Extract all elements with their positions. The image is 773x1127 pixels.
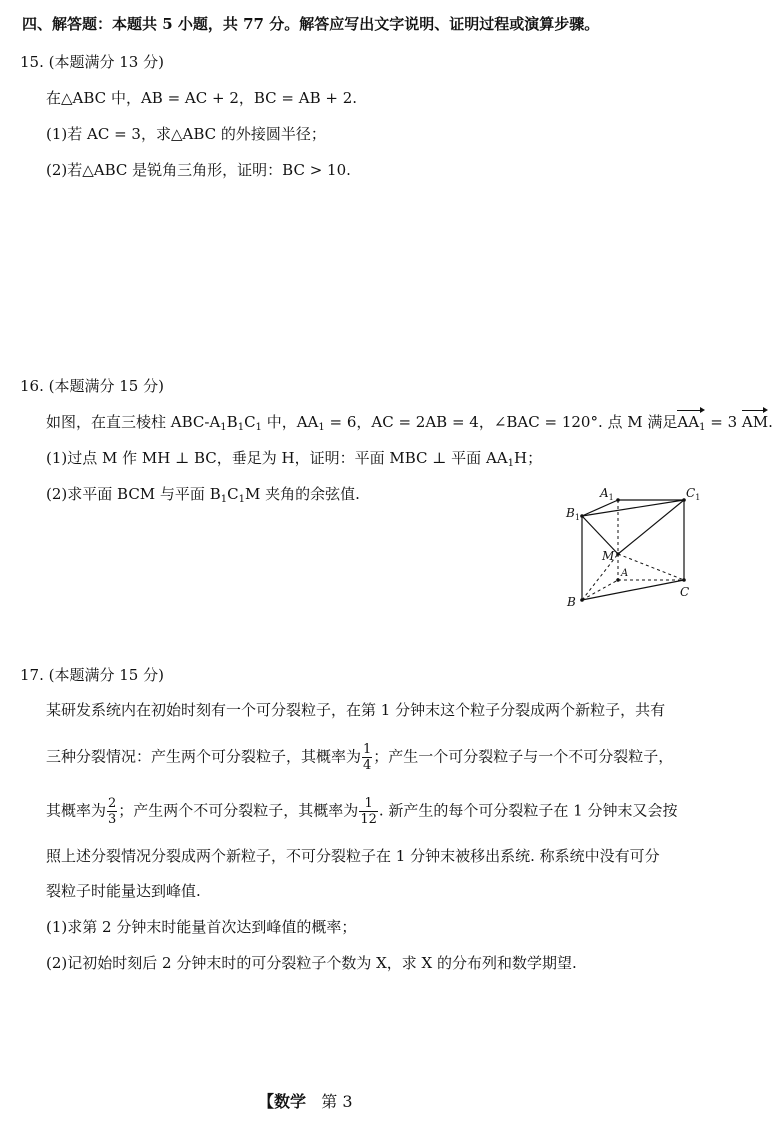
q16-stem-part: B <box>226 413 238 431</box>
fraction-2-3 <box>107 796 117 827</box>
subscript: 1 <box>255 422 262 433</box>
q17-line1: 某研发系统内在初始时刻有一个可分裂粒子，在第 1 分钟末这个粒子分裂成两个新粒子，共有 <box>46 701 666 719</box>
q17-line2 <box>46 742 673 773</box>
label-a1: $A_1$ <box>600 486 614 502</box>
q17-line2-text: ；产生一个可分裂粒子与一个不可分裂粒子， <box>373 747 674 766</box>
subscript: 1 <box>220 494 228 505</box>
footer-bracket: 【 <box>258 1092 275 1111</box>
fraction-1-4 <box>362 742 372 773</box>
q17-score: (本题满分 15 分) <box>48 666 164 684</box>
point-m <box>616 552 620 556</box>
point-a1 <box>616 498 620 502</box>
footer-subject: 数学 <box>274 1092 307 1111</box>
prism-figure <box>560 480 710 610</box>
q17-heading <box>20 665 164 685</box>
label-c: C <box>680 585 690 599</box>
page-footer <box>258 1092 353 1112</box>
segment-m-c1 <box>618 500 684 554</box>
q16-part1-text: (1)过点 M 作 MH ⊥ BC，垂足为 H，证明：平面 MBC ⊥ 平面 AA <box>46 449 508 467</box>
fraction-numerator: 1 <box>359 796 378 812</box>
fraction-numerator: 1 <box>363 742 372 757</box>
subscript: 1 <box>237 422 245 433</box>
q16-number: 16. <box>20 377 44 395</box>
q15-heading <box>20 52 164 72</box>
label-b1: $B_1$ <box>566 506 580 522</box>
point-b <box>580 598 584 602</box>
q17-line3-text: . 新产生的每个可分裂粒子在 1 分钟末又会按 <box>378 801 678 820</box>
label-b: B <box>567 595 576 609</box>
q16-stem-part: = 6，AC = 2AB = 4，∠BAC = 120°. 点 M 满足 <box>324 413 678 431</box>
fraction-denominator: 12 <box>360 812 377 827</box>
q16-score: (本题满分 15 分) <box>48 377 164 395</box>
label-a: A <box>621 568 629 579</box>
q16-part2-text: C <box>227 485 239 503</box>
q15-stem-rest: 中，AB = AC + 2，BC = AB + 2. <box>106 89 358 107</box>
subscript: 1 <box>220 422 227 433</box>
q17-number: 17. <box>20 666 44 684</box>
vector-aa1 <box>677 412 705 432</box>
q15-part1: (1)若 AC = 3，求△ABC 的外接圆半径； <box>46 125 326 143</box>
q15-stem-prefix: 在 <box>46 89 62 107</box>
q16-stem-part: C <box>244 413 256 431</box>
q15-score: (本题满分 13 分) <box>48 53 164 71</box>
edge-b-c <box>582 580 684 600</box>
fraction-numerator: 2 <box>108 796 117 811</box>
q16-heading <box>20 376 164 396</box>
fraction-1-12 <box>359 796 378 827</box>
q17-line3 <box>46 796 677 827</box>
subscript: 1 <box>699 422 706 433</box>
section-header: 四、解答题：本题共 5 小题，共 77 分。解答应写出文字说明、证明过程或演算步骤。 <box>22 15 600 33</box>
q17-line5: 裂粒子时能量达到峰值. <box>46 882 201 900</box>
q17-line3-text: ；产生两个不可分裂粒子，其概率为 <box>118 801 359 820</box>
label-m: M <box>602 549 615 563</box>
subscript: 1 <box>507 458 514 469</box>
q16-stem-part: . <box>768 413 773 431</box>
q17-part2: (2)记初始时刻后 2 分钟末时的可分裂粒子个数为 X，求 X 的分布列和数学期望. <box>46 954 577 972</box>
q16-part1-text: H； <box>513 449 543 467</box>
q16-part2 <box>46 484 360 504</box>
fraction-denominator: 4 <box>363 758 372 773</box>
vector-aa1-label: AA <box>677 413 700 431</box>
q17-line4: 照上述分裂情况分裂成两个新粒子，不可分裂粒子在 1 分钟末被移出系统. 称系统中没有可分 <box>46 847 660 865</box>
q17-line3-text: 其概率为 <box>46 801 107 820</box>
q17-part1: (1)求第 2 分钟末时能量首次达到峰值的概率； <box>46 918 357 936</box>
q15-number: 15. <box>20 53 44 71</box>
q17-line2-text: 三种分裂情况：产生两个可分裂粒子，其概率为 <box>46 747 362 766</box>
point-c <box>682 578 686 582</box>
subscript: 1 <box>318 422 325 433</box>
point-a <box>616 578 620 582</box>
q16-stem-part: 中，AA <box>261 413 319 431</box>
q16-stem-part: = 3 <box>705 413 742 431</box>
edge-b1-c1 <box>582 500 684 516</box>
q16-stem-part: 如图，在直三棱柱 ABC-A <box>46 413 221 431</box>
fraction-denominator: 3 <box>108 812 117 827</box>
point-b1 <box>580 514 584 518</box>
q16-part2-text: M 夹角的余弦值. <box>244 485 360 503</box>
subscript: 1 <box>238 494 245 505</box>
q15-stem <box>46 88 357 108</box>
q16-part1 <box>46 448 542 468</box>
q16-stem <box>46 412 773 432</box>
label-c1: $C_1$ <box>686 486 701 502</box>
q16-part2-text: (2)求平面 BCM 与平面 B <box>46 485 221 503</box>
footer-page: 第 3 <box>321 1092 353 1111</box>
vector-am: AM <box>741 413 769 431</box>
q15-part2: (2)若△ABC 是锐角三角形，证明：BC > 10. <box>46 161 351 179</box>
q15-stem-triangle: △ABC <box>61 89 107 107</box>
